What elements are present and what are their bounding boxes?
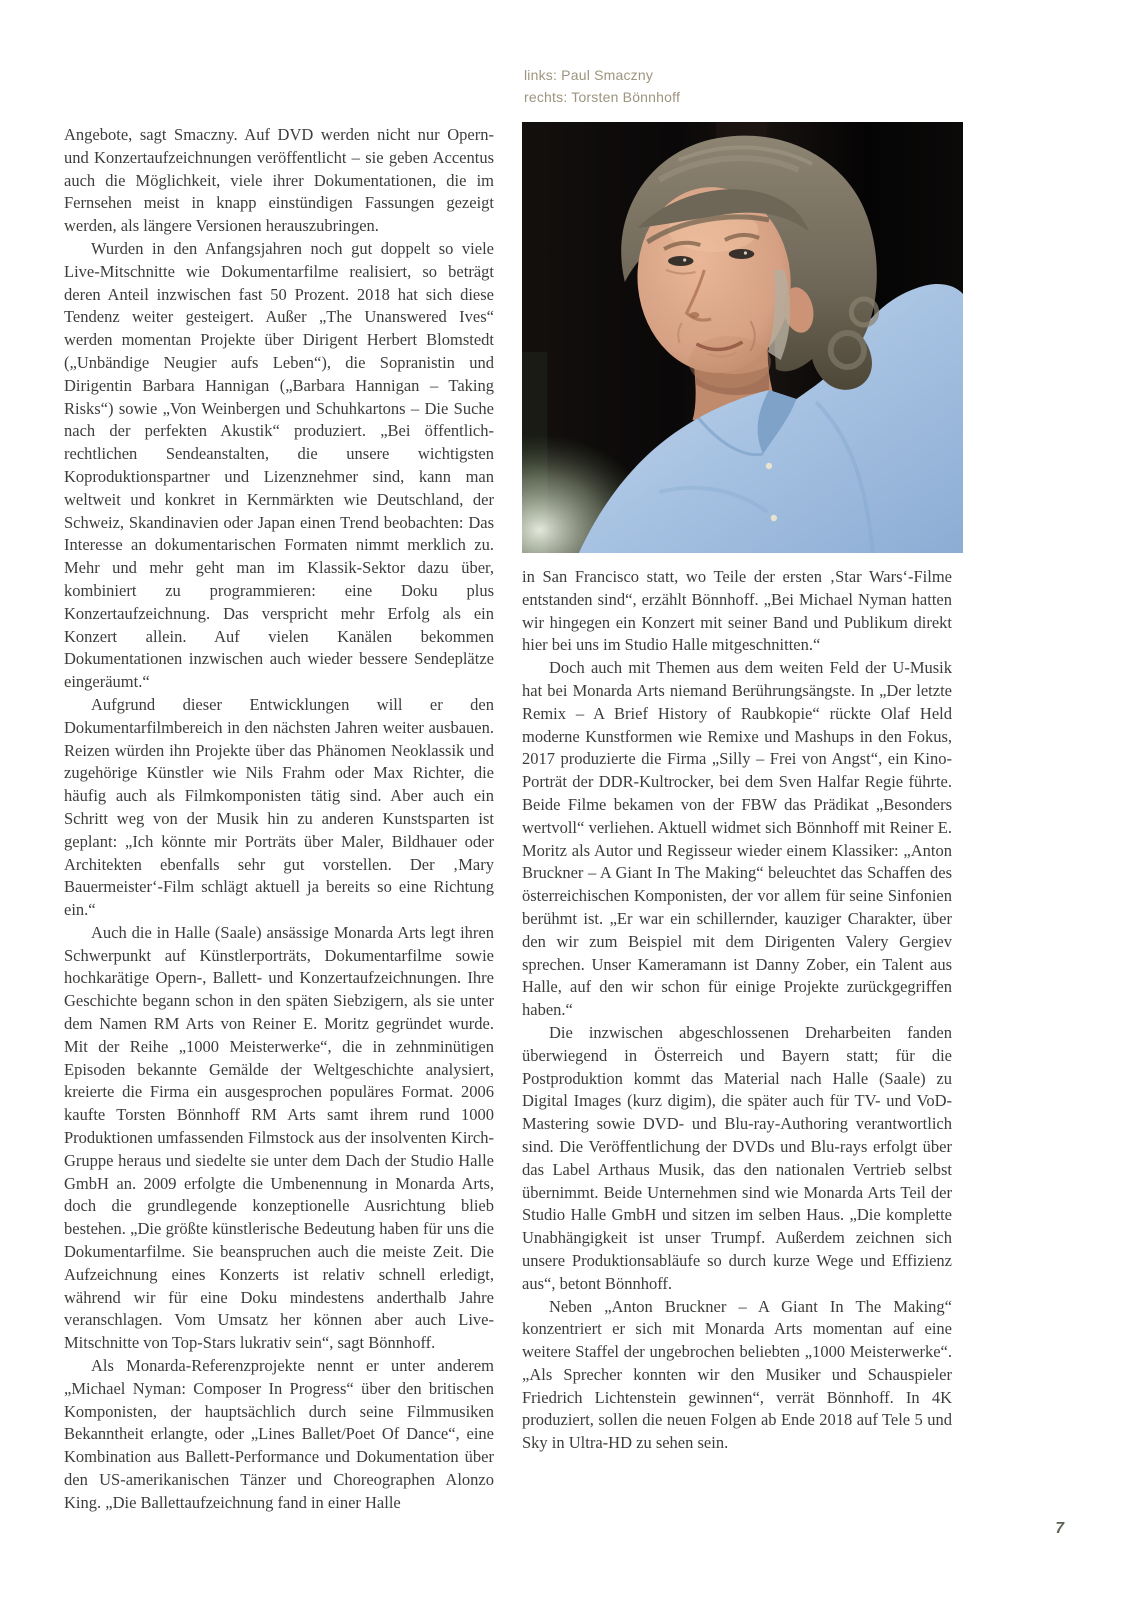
photo-caption-line-right: rechts: Torsten Bönnhoff bbox=[524, 89, 681, 105]
photo-caption bbox=[524, 64, 944, 108]
portrait-photo bbox=[522, 122, 963, 553]
paragraph: Auch die in Halle (Saale) ansässige Monarda Arts legt ihren Schwerpunkt auf Künstlerporträts, Dokumentarfilme sowie hochkarätige Opern-, Ballett- und Konzertaufzeichnungen. Ihre Geschichte begann schon in den späten Siebzigern, als sie unter dem Namen RM Arts von Reiner E. Moritz gegründet wurde. Mit der Reihe „1000 Meisterwerke“, die in zehnminütigen Episoden bekannte Gemälde der Weltgeschichte analysiert, kreierte die Firma ein ausgesprochen populäres Format. 2006 kaufte Torsten Bönnhoff RM Arts samt ihrem rund 1000 Produktionen umfassenden Filmstock aus der insolventen Kirch-Gruppe heraus und siedelte sie unter dem Dach der Studio Halle GmbH an. 2009 erfolgte die Umbenennung in Monarda Arts, doch die grundlegende konzeptionelle Ausrichtung blieb bestehen. „Die größte künstlerische Bedeutung haben für uns die Dokumentarfilme. Sie beanspruchen auch die meiste Zeit. Die Aufzeichnung eines Konzerts ist relativ schnell erledigt, während wir für eine Doku mindestens anderthalb Jahre veranschlagen. Vom Umsatz her können aber auch Live-Mitschnitte von Top-Stars lukrativ sein“, sagt Bönnhoff. bbox=[64, 922, 494, 1353]
paragraph: Wurden in den Anfangsjahren noch gut doppelt so viele Live-Mitschnitte wie Dokumentarfilme realisiert, so beträgt deren Anteil inzwischen fast 50 Prozent. 2018 hat sich diese Tendenz weiter gesteigert. Außer „The Unanswered Ives“ werden momentan Projekte über Dirigent Herbert Blomstedt („Unbändige Neugier aufs Leben“), die Sopranistin und Dirigentin Barbara Hannigan („Barbara Hannigan – Taking Risks“) sowie „Von Weinbergen und Schuhkartons – Die Suche nach der perfekten Akustik“ produziert. „Bei öffentlich-rechtlichen Sendeanstalten, die unsere wichtigsten Koproduktionspartner und Lizenznehmer sind, kann man weltweit und konkret in Kernmärkten wie Deutschland, der Schweiz, Skandinavien oder Japan einen Trend beobachten: Das Interesse an dokumentarischen Formaten nimmt merklich zu. Mehr und mehr geht man im Klassik-Sektor dazu über, kombiniert zu programmieren: eine Doku plus Konzertaufzeichnung. Das verspricht mehr Erfolg als ein Konzert allein. Auf vielen Kanälen bekommen Dokumentationen inzwischen auch wieder bessere Sendeplätze eingeräumt.“ bbox=[64, 238, 494, 692]
paragraph: in San Francisco statt, wo Teile der ersten ‚Star Wars‘-Filme entstanden sind“, erzählt Bönnhoff. „Bei Michael Nyman hatten wir hingegen ein Konzert mit seiner Band und Publikum direkt hier bei uns im Studio Halle mitgeschnitten.“ bbox=[522, 567, 952, 655]
portrait-photo-image bbox=[522, 122, 963, 553]
article-left-column bbox=[64, 124, 494, 1515]
paragraph: Die inzwischen abgeschlossenen Dreharbeiten fanden überwiegend in Österreich und Bayern statt; für die Postproduktion kommt das Material nach Halle (Saale) zu Digital Images (kurz digim), die später auch für TV- und VoD-Mastering sowie DVD- und Blu-ray-Authoring verantwortlich sind. Die Veröffentlichung der DVDs und Blu-rays erfolgt über das Label Arthaus Musik, das den nationalen Vertrieb selbst übernimmt. Beide Unternehmen sind wie Monarda Arts Teil der Studio Halle GmbH und sitzen im selben Haus. „Die komplette Unabhängigkeit ist unser Trumpf. Außerdem zeichnen sich unsere Produktionsabläufe so durch kurze Wege und Effizienz aus“, betont Bönnhoff. bbox=[522, 1022, 952, 1293]
page-number: 7 bbox=[1055, 1520, 1064, 1537]
paragraph: Aufgrund dieser Entwicklungen will er den Dokumentarfilmbereich in den nächsten Jahren weiter ausbauen. Reizen würden ihn Projekte über das Phänomen Neoklassik und zugehörige Künstler wie Nils Frahm oder Max Richter, die häufig auch als Filmkomponisten tätig sind. Aber auch ein Schritt weg von der Musik hin zu anderen Kunstsparten ist geplant: „Ich könnte mir Porträts über Maler, Bildhauer oder Architekten ebenfalls sehr gut vorstellen. Der ‚Mary Bauermeister‘-Film schlägt aktuell ja bereits so eine Richtung ein.“ bbox=[64, 694, 494, 920]
paragraph: Als Monarda-Referenzprojekte nennt er unter anderem „Michael Nyman: Composer In Progress“ über den britischen Komponisten, der hauptsächlich durch seine Filmmusiken Bekanntheit erlangte, oder „Lines Ballet/Poet Of Dance“, eine Kombination aus Ballett-Performance und Dokumentation über den US-amerikanischen Tänzer und Choreographen Alonzo King. „Die Ballettaufzeichnung fand in einer Halle bbox=[64, 1356, 494, 1512]
paragraph: Doch auch mit Themen aus dem weiten Feld der U-Musik hat bei Monarda Arts niemand Berührungsängste. In „Der letzte Remix – A Brief History of Raubkopie“ rückte Olaf Held moderne Kunstformen wie Remixe und Mashups in den Fokus, 2017 produzierte die Firma „Silly – Frei von Angst“, ein Kino-Porträt der DDR-Kultrocker, bei dem Sven Halfar Regie führte. Beide Filme bekamen von der FBW das Prädikat „Besonders wertvoll“ verliehen. Aktuell widmet sich Bönnhoff mit Reiner E. Moritz als Autor und Regisseur wieder einem Klassiker: „Anton Bruckner – A Giant In The Making“ beleuchtet das Schaffen des österreichischen Komponisten, der vor allem für seine Sinfonien berühmt ist. „Er war ein schillernder, kauziger Charakter, über den wir zum Beispiel mit dem Dirigenten Valery Gergiev sprechen. Unser Kameramann ist Danny Zober, ein Talent aus Halle, auf den wir schon für einige Projekte zurückgegriffen haben.“ bbox=[522, 658, 952, 1020]
paragraph: Neben „Anton Bruckner – A Giant In The Making“ konzentriert er sich mit Monarda Arts momentan auf eine weitere Staffel der ungebrochen beliebten „1000 Meisterwerke“. „Als Sprecher konnten wir den Musiker und Schauspieler Friedrich Lichtenstein gewinnen“, verrät Bönnhoff. In 4K produziert, sollen die neuen Folgen ab Ende 2018 auf Tele 5 und Sky in Ultra-HD zu sehen sein. bbox=[522, 1296, 952, 1453]
article-right-column bbox=[522, 566, 952, 1455]
photo-caption-line-left: links: Paul Smaczny bbox=[524, 67, 654, 83]
paragraph: Angebote, sagt Smaczny. Auf DVD werden nicht nur Opern- und Konzertaufzeichnungen veröffentlicht – sie geben Accentus auch die Möglichkeit, viele ihrer Dokumentationen, die im Fernsehen meist in knapp einstündigen Fassungen gezeigt werden, als längere Versionen herauszubringen. bbox=[64, 125, 494, 236]
